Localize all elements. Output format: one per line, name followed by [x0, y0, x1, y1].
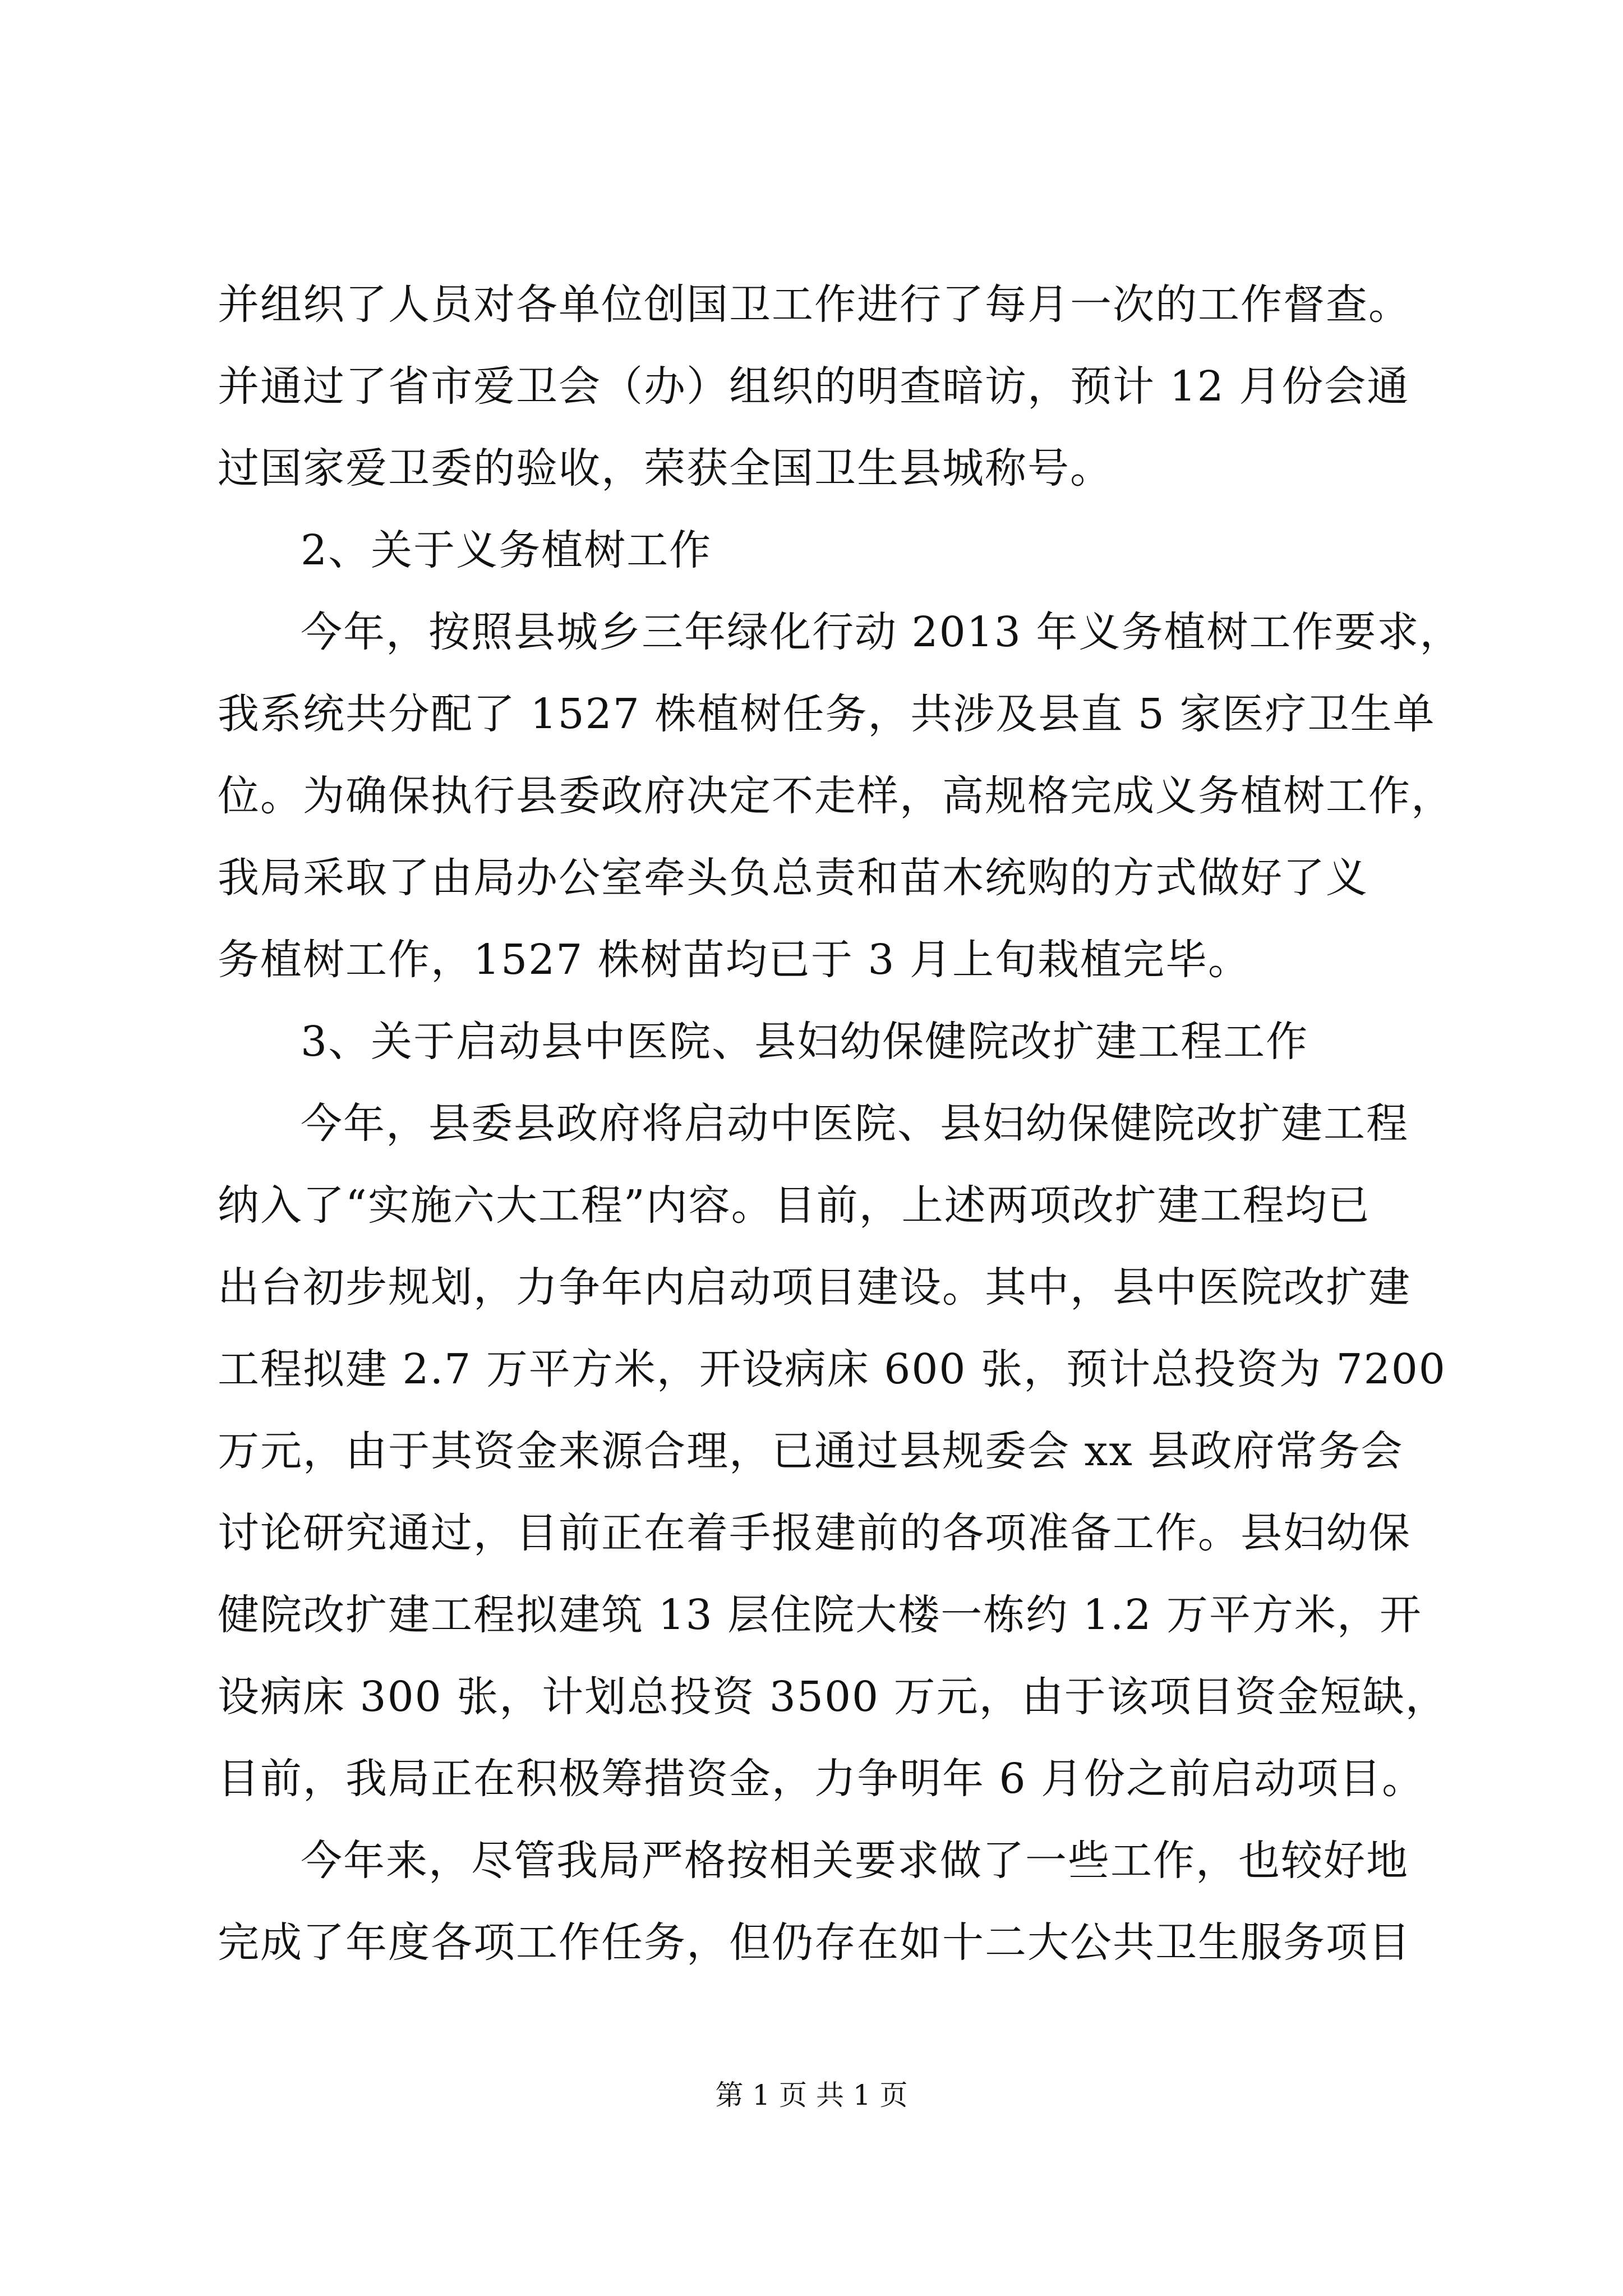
- paragraph-line: 我系统共分配了 1527 株植树任务，共涉及县直 5 家医疗卫生单: [218, 690, 1436, 738]
- paragraph-line: 今年，县委县政府将启动中医院、县妇幼保健院改扩建工程: [301, 1099, 1409, 1148]
- paragraph-line: 今年来，尽管我局严格按相关要求做了一些工作，也较好地: [301, 1837, 1409, 1885]
- paragraph-line: 万元，由于其资金来源合理，已通过县规委会 xx 县政府常务会: [218, 1427, 1404, 1475]
- section-heading: 3、关于启动县中医院、县妇幼保健院改扩建工程工作: [301, 1018, 1309, 1066]
- paragraph-line: 健院改扩建工程拟建筑 13 层住院大楼一栋约 1.2 万平方米，开: [218, 1591, 1422, 1639]
- document-body: [218, 264, 1463, 1984]
- paragraph-line: 讨论研究通过，目前正在着手报建前的各项准备工作。县妇幼保: [218, 1509, 1411, 1557]
- paragraph-line: 今年，按照县城乡三年绿化行动 2013 年义务植树工作要求，: [301, 608, 1463, 656]
- paragraph-line: 工程拟建 2.7 万平方米，开设病床 600 张，预计总投资为 7200: [218, 1345, 1446, 1393]
- page-number-footer: 第 1 页 共 1 页: [715, 2079, 908, 2111]
- paragraph-line: 完成了年度各项工作任务，但仍存在如十二大公共卫生服务项目: [218, 1918, 1411, 1967]
- paragraph-line: 务植树工作，1527 株树苗均已于 3 月上旬栽植完毕。: [218, 936, 1251, 984]
- paragraph-line: 并组织了人员对各单位创国卫工作进行了每月一次的工作督查。: [218, 280, 1411, 329]
- paragraph-line: 并通过了省市爱卫会（办）组织的明查暗访，预计 12 月份会通: [218, 362, 1410, 411]
- section-heading: 2、关于义务植树工作: [301, 526, 712, 574]
- paragraph-line: 位。为确保执行县委政府决定不走样，高规格完成义务植树工作，: [218, 772, 1454, 820]
- paragraph-line: 出台初步规划，力争年内启动项目建设。其中，县中医院改扩建: [218, 1263, 1411, 1312]
- paragraph-line: 过国家爱卫委的验收，荣获全国卫生县城称号。: [218, 444, 1113, 493]
- paragraph-line: 目前，我局正在积极筹措资金，力争明年 6 月份之前启动项目。: [218, 1755, 1425, 1803]
- paragraph-line: 设病床 300 张，计划总投资 3500 万元，由于该项目资金短缺，: [218, 1673, 1448, 1721]
- paragraph-line: 纳入了“实施六大工程”内容。目前，上述两项改扩建工程均已: [218, 1181, 1371, 1230]
- paragraph-line: 我局采取了由局办公室牵头负总责和苗木统购的方式做好了义: [218, 854, 1368, 902]
